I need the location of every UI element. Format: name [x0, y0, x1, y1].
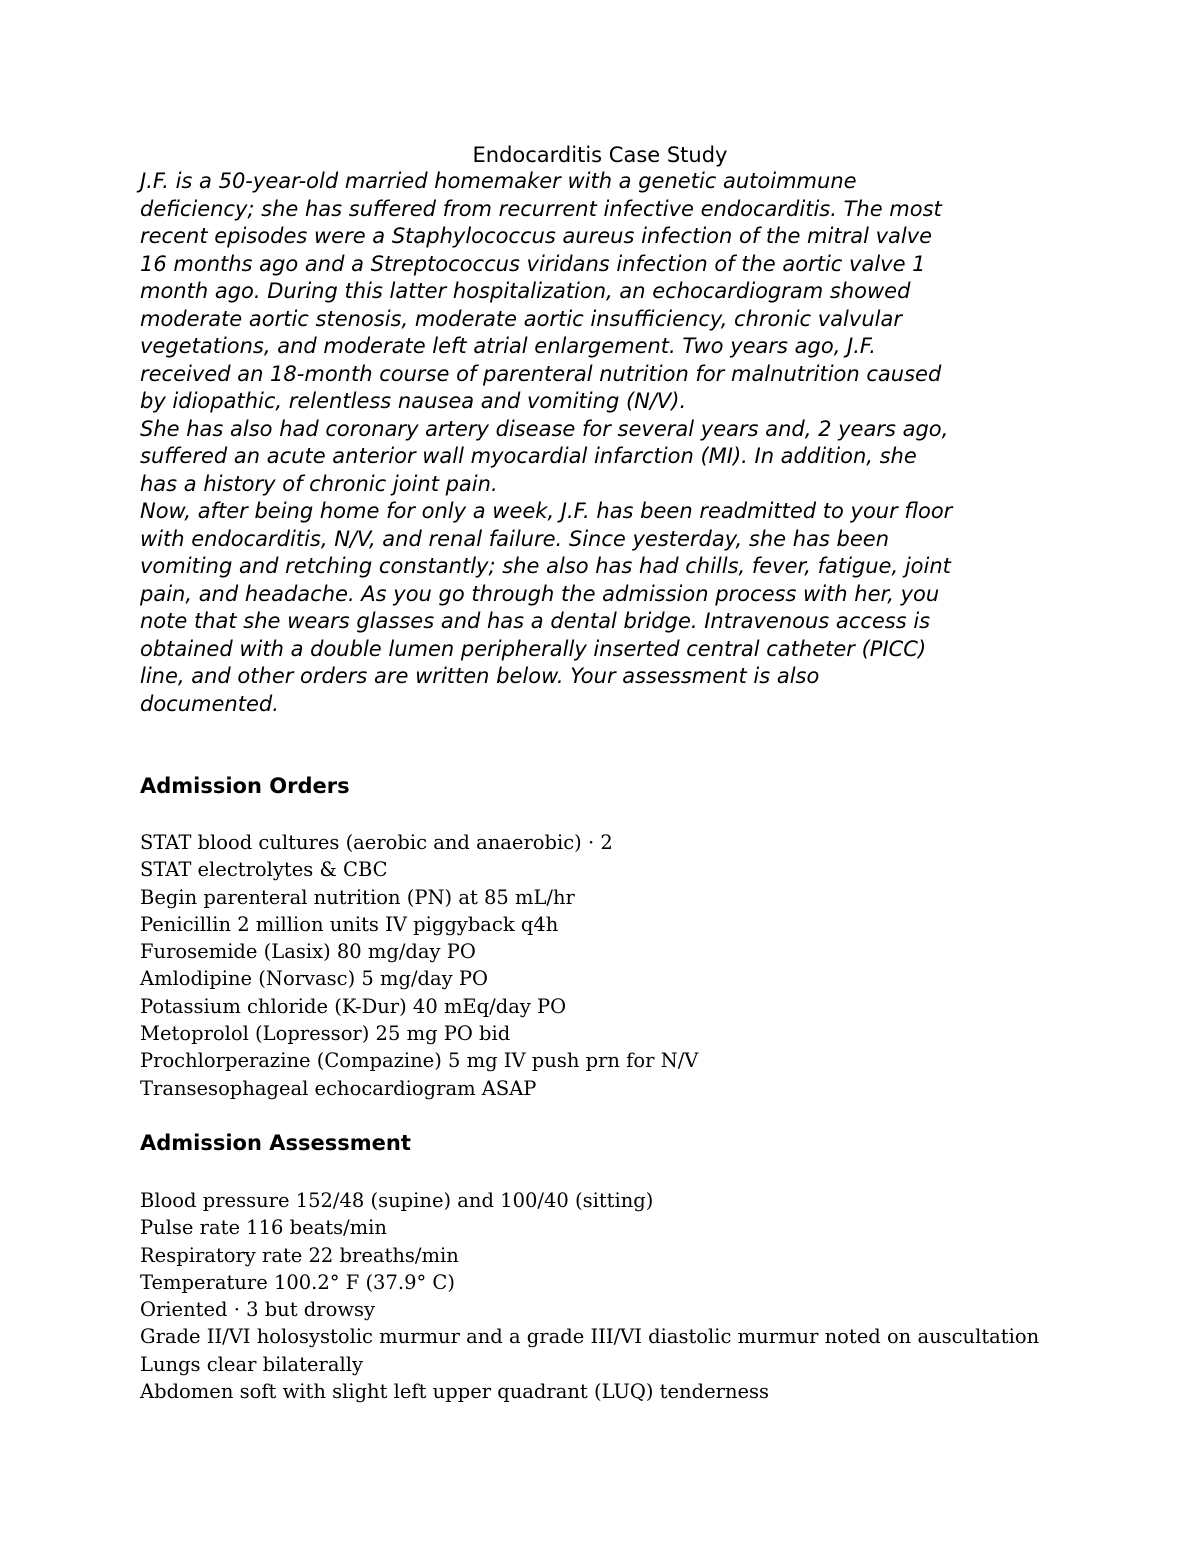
- narrative-line: Now, after being home for only a week, J.F. has been readmitted to your floor: [140, 499, 953, 523]
- intro-paragraph-3: [140, 498, 1070, 718]
- case-narrative: [140, 168, 1070, 718]
- document-title: Endocarditis Case Study: [472, 143, 728, 167]
- assessment-item: Temperature 100.2° F (37.9° C): [140, 1270, 455, 1294]
- order-item: Metoprolol (Lopressor) 25 mg PO bid: [140, 1022, 511, 1046]
- narrative-line: J.F. is a 50-year-old married homemaker with a genetic autoimmune: [140, 169, 857, 193]
- intro-paragraph-2: [140, 416, 1070, 499]
- narrative-line: recent episodes were a Staphylococcus aureus infection of the mitral valve: [140, 224, 933, 248]
- narrative-line: She has also had coronary artery disease for several years and, 2 years ago,: [140, 416, 949, 441]
- order-item: Furosemide (Lasix) 80 mg/day PO: [140, 940, 476, 964]
- assessment-item: Pulse rate 116 beats/min: [140, 1216, 387, 1240]
- narrative-line: documented.: [140, 691, 279, 716]
- admission-assessment-heading: Admission Assessment: [140, 1131, 411, 1155]
- narrative-line: vegetations, and moderate left atrial enlargement. Two years ago, J.F.: [140, 334, 876, 358]
- order-item: Transesophageal echocardiogram ASAP: [140, 1076, 537, 1100]
- narrative-line: month ago. During this latter hospitalization, an echocardiogram showed: [140, 279, 911, 303]
- narrative-line: suffered an acute anterior wall myocardial infarction (MI). In addition, she: [140, 444, 917, 468]
- order-item: STAT electrolytes & CBC: [140, 858, 388, 882]
- narrative-line: note that she wears glasses and has a dental bridge. Intravenous access is: [140, 609, 931, 633]
- narrative-line: vomiting and retching constantly; she also has had chills, fever, fatigue, joint: [140, 554, 951, 578]
- assessment-item: Respiratory rate 22 breaths/min: [140, 1243, 459, 1267]
- order-item: Potassium chloride (K-Dur) 40 mEq/day PO: [140, 994, 567, 1018]
- assessment-item: Grade II/VI holosystolic murmur and a grade III/VI diastolic murmur noted on auscultation: [140, 1325, 1040, 1349]
- narrative-line: 16 months ago and a Streptococcus viridans infection of the aortic valve 1: [140, 251, 926, 276]
- narrative-line: pain, and headache. As you go through the admission process with her, you: [140, 581, 940, 606]
- narrative-line: has a history of chronic joint pain.: [140, 471, 498, 496]
- narrative-line: deficiency; she has suffered from recurrent infective endocarditis. The most: [140, 196, 942, 221]
- narrative-line: moderate aortic stenosis, moderate aortic insufficiency, chronic valvular: [140, 306, 902, 331]
- narrative-line: by idiopathic, relentless nausea and vomiting (N/V).: [140, 389, 687, 413]
- narrative-line: obtained with a double lumen peripherally inserted central catheter (PICC): [140, 636, 927, 661]
- admission-orders-list: [140, 829, 698, 1102]
- order-item: Penicillin 2 million units IV piggyback q4h: [140, 912, 559, 936]
- assessment-item: Blood pressure 152/48 (supine) and 100/40 (sitting): [140, 1189, 654, 1212]
- order-item: Prochlorperazine (Compazine) 5 mg IV push prn for N/V: [140, 1049, 699, 1073]
- narrative-line: with endocarditis, N/V, and renal failure. Since yesterday, she has been: [140, 526, 890, 551]
- order-item: STAT blood cultures (aerobic and anaerobic) · 2: [140, 831, 613, 854]
- intro-paragraph-1: [140, 168, 1070, 416]
- order-item: Amlodipine (Norvasc) 5 mg/day PO: [140, 967, 488, 991]
- narrative-line: received an 18-month course of parenteral nutrition for malnutrition caused: [140, 361, 942, 386]
- assessment-item: Oriented · 3 but drowsy: [140, 1298, 376, 1322]
- admission-assessment-list: [140, 1187, 1039, 1405]
- order-item: Begin parenteral nutrition (PN) at 85 mL/hr: [140, 885, 575, 909]
- admission-orders-heading: Admission Orders: [140, 774, 350, 798]
- assessment-item: Lungs clear bilaterally: [140, 1352, 363, 1376]
- narrative-line: line, and other orders are written below. Your assessment is also: [140, 664, 820, 688]
- assessment-item: Abdomen soft with slight left upper quadrant (LUQ) tenderness: [140, 1380, 770, 1404]
